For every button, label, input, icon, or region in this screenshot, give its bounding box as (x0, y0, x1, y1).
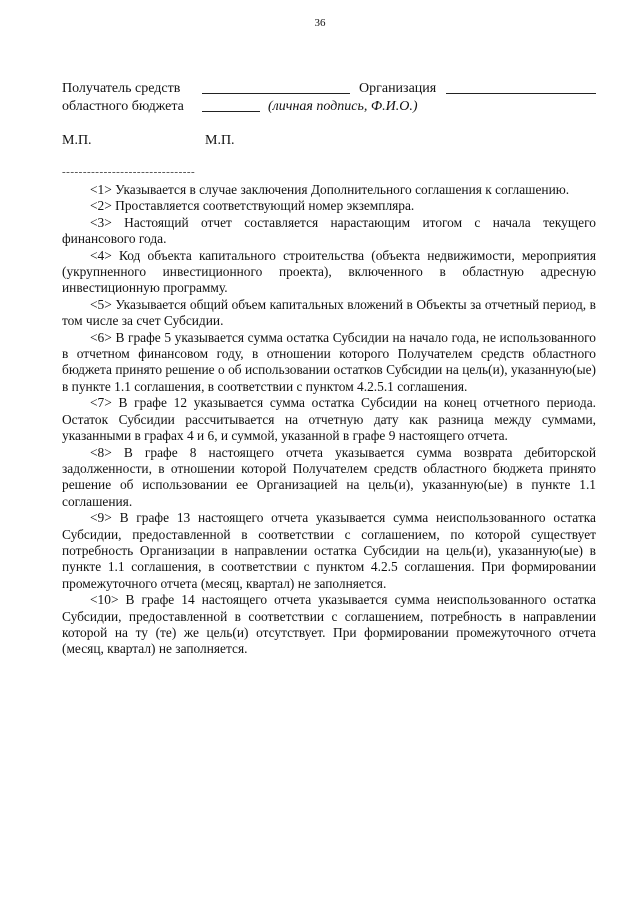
recipient-label: Получатель средств (62, 81, 181, 96)
footnote (62, 297, 596, 330)
footnote-text: Код объекта капитального строительства (объекта недвижимости, мероприятия (укрупненного инвестиционного проекта), включенного в областную адресную инвестиционную программу. (62, 247, 596, 296)
footnote-text: В графе 8 настоящего отчета указывается сумма возврата дебиторской задолженности, в отношении которой Получателем средств областного бюджета принято решение об использовании ее Организацией на цель(и), указанную(ые) в пункте 1.1 соглашения. (62, 444, 596, 509)
signature-hint: (личная подпись, Ф.И.О.) (268, 99, 418, 114)
footnote-separator: -------------------------------- (62, 166, 196, 178)
page-number: 36 (314, 17, 326, 29)
footnote-marker: <3> (90, 214, 112, 230)
recipient-signature-line (202, 80, 350, 100)
footnote-text: В графе 13 настоящего отчета указывается сумма неиспользованного остатка Субсидии, предоставленной в соответствии с соглашением, по которой существует потребность Организации в направлении остатка Субсидии на цель(и), указанную(ые) в пункте 1.1 соглашения, в соответствии с пунктом 4.2.5 соглашения. При формировании промежуточного отчета (месяц, квартал) не заполняется. (62, 510, 596, 591)
footnote (62, 592, 596, 658)
organization-signature-line (446, 80, 596, 100)
footnote-text: В графе 5 указывается сумма остатка Субсидии на начало года, не использованного в отчетном финансовом году, в отношении которого Получателем средств областного бюджета принято решение о об использовании остатков Субсидии на цель(и), указанную(ые) в пункте 1.1 соглашения, в соответствии с пунктом 4.2.5.1 соглашения. (62, 329, 596, 394)
footnote-marker: <4> (90, 247, 112, 263)
footnote-marker: <9> (90, 510, 112, 526)
footnote-text: Проставляется соответствующий номер экземпляра. (115, 198, 415, 214)
footnote-marker: <2> (90, 198, 112, 214)
footnote (62, 198, 596, 214)
footnote (62, 510, 596, 592)
footnote (62, 182, 596, 198)
stamp-right: М.П. (205, 133, 235, 148)
stamp-left: М.П. (62, 133, 92, 148)
footnotes (62, 182, 596, 658)
footnote-text: В графе 14 настоящего отчета указывается сумма неиспользованного остатка Субсидии, предоставленной в соответствии с соглашением, потребность в направлении которой на ту (те) же цель(и) отсутствует. При формировании промежуточного отчета (месяц, квартал) не заполняется. (62, 592, 596, 657)
footnote-text: Указывается общий объем капитальных вложений в Объекты за отчетный период, в том числе за счет Субсидии. (62, 296, 596, 329)
footnote-marker: <1> (90, 182, 112, 197)
footnote-marker: <10> (90, 592, 119, 608)
footnote (62, 330, 596, 396)
footnote-marker: <6> (90, 329, 112, 345)
organization-label: Организация (359, 81, 437, 96)
footnote-marker: <5> (90, 296, 112, 312)
footnote (62, 248, 596, 297)
footnote-marker: <8> (90, 444, 112, 460)
recipient-signature-line-2 (202, 98, 260, 118)
footnote (62, 395, 596, 444)
footnote-text: В графе 12 указывается сумма остатка Субсидии на конец отчетного периода. Остаток Субсидии рассчитывается на отчетную дату как разница между суммами, указанными в графах 4 и 6, и суммой, указанной в графе 9 настоящего отчета. (62, 395, 596, 444)
footnote-marker: <7> (90, 395, 112, 411)
footnote-text: Указывается в случае заключения Дополнительного соглашения к соглашению. (115, 182, 570, 197)
signature-block (62, 80, 602, 116)
footnote (62, 215, 596, 248)
recipient-label-line2: областного бюджета (62, 99, 184, 114)
footnote-text: Настоящий отчет составляется нарастающим итогом с начала текущего финансового года. (62, 214, 596, 247)
footnote (62, 445, 596, 511)
